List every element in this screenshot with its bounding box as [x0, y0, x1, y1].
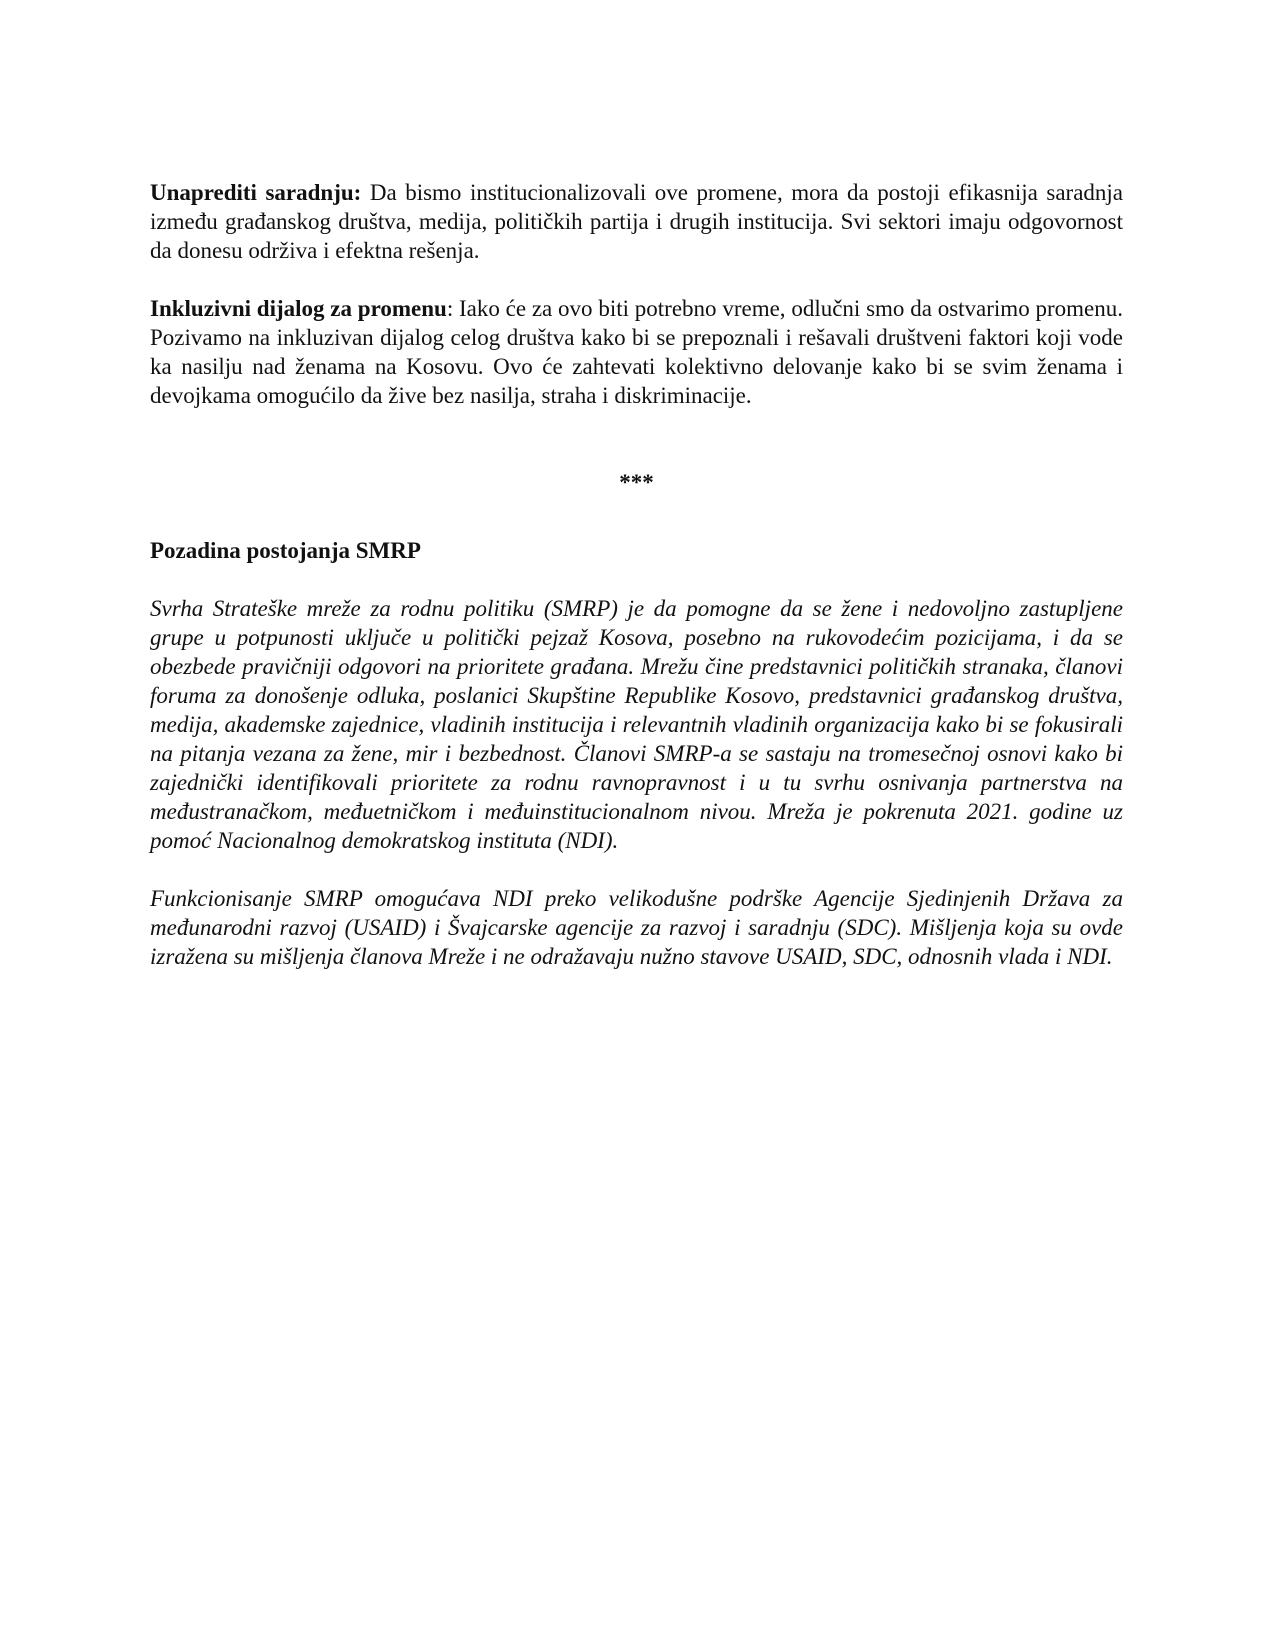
section-separator: ***: [619, 470, 654, 495]
section-heading: Pozadina postojanja SMRP: [150, 538, 421, 563]
paragraph-dijalog-title: Inkluzivni dijalog za promenu: [150, 296, 447, 321]
paragraph-dijalog-text: : Iako će za ovo biti potrebno vreme, odlučni smo da ostvarimo promenu. Pozivamo na inkluzivan dijalog celog društva kako bi se prepoznali i rešavali društveni faktori koji vode ka nasilju nad ženama na Kosovu. Ovo će zahtevati kolektivno delovanje kako bi se svim ženama i devojkama omogućilo da žive bez nasilja, straha i diskriminacije.: [150, 296, 1123, 408]
paragraph-saradnja: [150, 178, 1123, 265]
background-paragraph-1: Svrha Strateške mreže za rodnu politiku (SMRP) je da pomogne da se žene i nedovoljno zastupljene grupe u potpunosti uključe u politički pejzaž Kosova, posebno na rukovodećim pozicijama, i da se obezbede pravičniji odgovori na prioritete građana. Mrežu čine predstavnici političkih stranaka, članovi foruma za donošenje odluka, poslanici Skupštine Republike Kosovo, predstavnici građanskog društva, medija, akademske zajednice, vladinih institucija i relevantnih vladinih organizacija kako bi se fokusirali na pitanja vezana za žene, mir i bezbednost. Članovi SMRP-a se sastaju na tromesečnoj osnovi kako bi zajednički identifikovali prioritete za rodnu ravnopravnost i u tu svrhu osnivanja partnerstva na međustranačkom, međuetničkom i međuinstitucionalnom nivou. Mreža je pokrenuta 2021. godine uz pomoć Nacionalnog demokratskog instituta (NDI).: [150, 596, 1123, 853]
background-paragraph-2: Funkcionisanje SMRP omogućava NDI preko velikodušne podrške Agencije Sjedinjenih Država za međunarodni razvoj (USAID) i Švajcarske agencije za razvoj i saradnju (SDC). Mišljenja koja su ovde izražena su mišljenja članova Mreže i ne odražavaju nužno stavove USAID, SDC, odnosnih vlada i NDI.: [150, 886, 1123, 969]
paragraph-saradnja-title: Unaprediti saradnju:: [150, 180, 362, 205]
paragraph-dijalog: [150, 294, 1123, 410]
paragraph-saradnja-text: Da bismo institucionalizovali ove promene, mora da postoji efikasnija saradnja između građanskog društva, medija, političkih partija i drugih institucija. Svi sektori imaju odgovornost da donesu održiva i efektna rešenja.: [150, 180, 1123, 263]
background-section: [150, 594, 1123, 971]
document-page: [150, 178, 1123, 971]
